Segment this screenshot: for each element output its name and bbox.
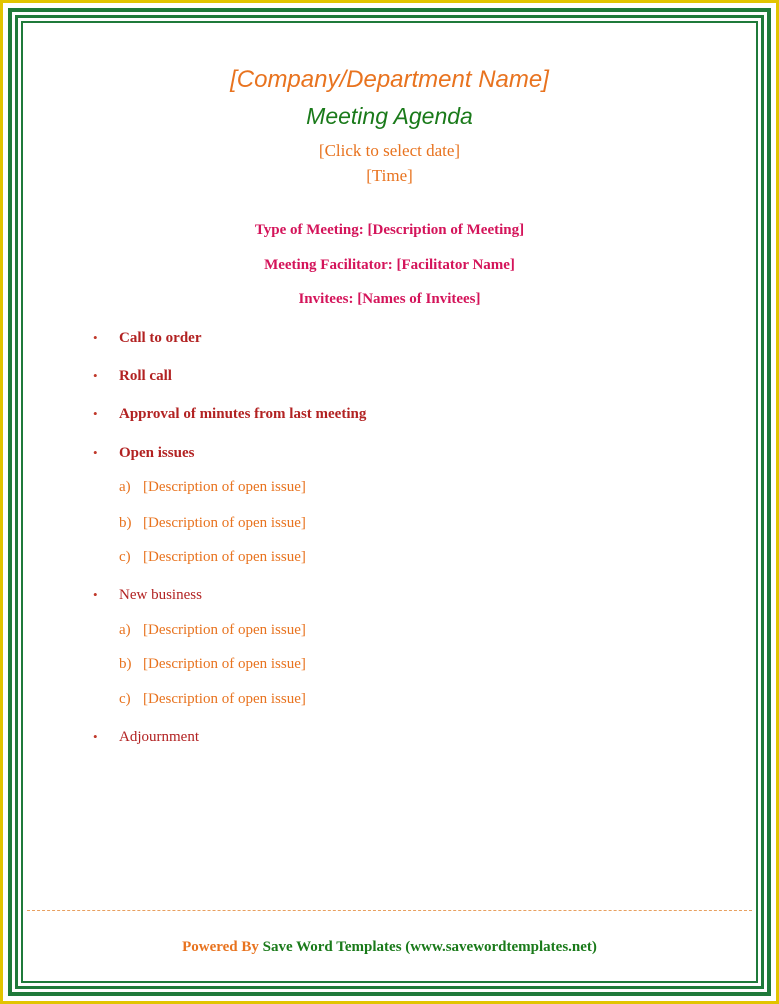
footer-powered-by: Powered By — [182, 939, 259, 955]
list-letter: b) — [119, 515, 132, 531]
list-letter: c) — [119, 549, 131, 565]
agenda-item-roll-call — [93, 368, 172, 385]
new-business-text[interactable]: [Description of open issue] — [143, 622, 306, 638]
open-issue-text[interactable]: [Description of open issue] — [143, 549, 306, 565]
open-issue-text[interactable]: [Description of open issue] — [143, 479, 306, 495]
meeting-invitees[interactable]: Invitees: [Names of Invitees] — [298, 291, 481, 307]
meeting-type[interactable]: Type of Meeting: [Description of Meeting] — [254, 222, 525, 238]
agenda-item-label: Adjournment — [119, 729, 199, 745]
agenda-item-label: New business — [119, 587, 202, 603]
new-business-b[interactable] — [119, 656, 306, 673]
time-field[interactable]: [Time] — [366, 166, 413, 185]
list-letter: b) — [119, 656, 132, 672]
list-letter: a) — [119, 479, 131, 495]
open-issue-c[interactable] — [119, 549, 306, 566]
list-letter: a) — [119, 622, 131, 638]
page-title: Meeting Agenda — [306, 103, 473, 129]
meeting-facilitator[interactable]: Meeting Facilitator: [Facilitator Name] — [264, 257, 515, 273]
agenda-item-label: Approval of minutes from last meeting — [119, 406, 367, 422]
bullet-icon: • — [93, 587, 98, 602]
agenda-item-label: Call to order — [119, 330, 202, 346]
footer-site-link[interactable]: Save Word Templates (www.savewordtemplates.net) — [262, 939, 597, 955]
date-picker[interactable]: [Click to select date] — [318, 141, 461, 160]
new-business-text[interactable]: [Description of open issue] — [143, 691, 306, 707]
agenda-item-approval-minutes — [93, 406, 366, 423]
footer-credit — [0, 939, 779, 956]
new-business-c[interactable] — [119, 691, 306, 708]
footer-divider — [27, 910, 752, 911]
bullet-icon: • — [93, 330, 98, 345]
open-issue-text[interactable]: [Description of open issue] — [143, 515, 306, 531]
open-issue-b[interactable] — [119, 515, 306, 532]
list-letter: c) — [119, 691, 131, 707]
new-business-text[interactable]: [Description of open issue] — [143, 656, 306, 672]
company-name[interactable]: [Company/Department Name] — [230, 66, 549, 93]
bullet-icon: • — [93, 445, 98, 460]
bullet-icon: • — [93, 368, 98, 383]
agenda-item-label: Open issues — [119, 445, 195, 461]
bullet-icon: • — [93, 729, 98, 744]
bullet-icon: • — [93, 406, 98, 421]
agenda-item-new-business — [93, 587, 202, 604]
agenda-item-adjournment — [93, 729, 199, 746]
agenda-item-label: Roll call — [119, 368, 172, 384]
agenda-item-open-issues — [93, 445, 194, 462]
open-issue-a[interactable] — [119, 479, 306, 496]
new-business-a[interactable] — [119, 622, 306, 639]
agenda-item-call-to-order — [93, 330, 201, 347]
